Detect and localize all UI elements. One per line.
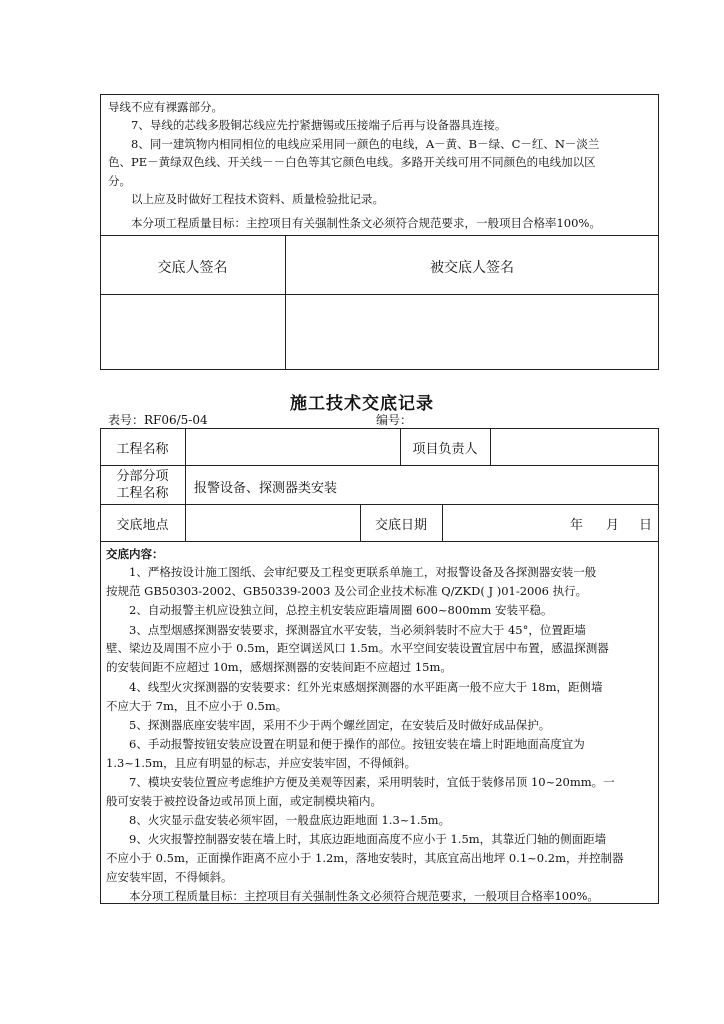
- location-field[interactable]: [186, 514, 359, 534]
- date-year: 年: [570, 518, 584, 533]
- top-line-6: 以上应及时做好工程技术资料、质量检验批记录。: [108, 192, 384, 206]
- date-month: 月: [606, 518, 620, 533]
- content-line: 9、火灾报警控制器安装在墙上时，其底边距地面高度不应小于 1.5m，其靠近门轴的侧面距墙: [106, 832, 607, 846]
- subproject-label: [100, 468, 185, 502]
- project-name-field[interactable]: [186, 438, 399, 458]
- record-title: 施工技术交底记录: [290, 394, 434, 414]
- content-line: 8、火灾显示盘安装必须牢固，一般盘底边距地面 1.3~1.5m。: [106, 813, 451, 827]
- row-divider: [100, 541, 659, 542]
- row-divider: [100, 465, 659, 466]
- content-line: 本分项工程质量目标：主控项目有关强制性条文必须符合规范要求，一般项目合格率100%。: [106, 889, 599, 903]
- content-line: 的安装间距不应超过 10m，感烟探测器的安装间距不应超过 15m。: [106, 660, 452, 674]
- content-heading: 交底内容：: [106, 547, 164, 561]
- content-line: 4、线型火灾探测器的安装要求：红外光束感烟探测器的水平距离一般不应大于 18m，距侧墙: [106, 680, 603, 694]
- top-line-2: 7、导线的芯线多股铜芯线应先拧紧搪锡或压接端子后再与设备器具连接。: [108, 118, 507, 132]
- receiver-signature-label: 被交底人签名: [430, 260, 514, 276]
- top-line-1: 导线不应有裸露部分。: [108, 100, 223, 114]
- content-line: 5、探测器底座安装牢固，采用不少于两个螺丝固定，在安装后及时做好成品保护。: [106, 718, 551, 732]
- top-line-5: 分。: [108, 174, 131, 188]
- form-number: 表号：RF06/5-04: [108, 413, 208, 427]
- discloser-signature-field[interactable]: [101, 295, 284, 369]
- content-line: 壁、梁边及周围不应小于 0.5m，距空调送风口 1.5m。水平空间安装设置宜居中布置，感温探测器: [106, 641, 609, 655]
- subproject-label-line-2: 工程名称: [116, 486, 169, 501]
- subproject-value[interactable]: 报警设备、探测器类安装: [194, 481, 338, 496]
- project-name-label: 工程名称: [116, 442, 169, 457]
- top-line-3: 8、同一建筑物内相同相位的电线应采用同一颜色的电线，A－黄、B－绿、C－红、N－淡兰: [108, 137, 600, 151]
- content-line: 7、模块安装位置应考虑维护方便及美观等因素，采用明装时，宜低于装修吊顶 10~20mm。一: [106, 775, 615, 789]
- column-divider: [442, 504, 443, 541]
- content-line: 不应大于 7m，且不应小于 0.5m。: [106, 699, 288, 713]
- discloser-signature-label: 交底人签名: [157, 260, 228, 276]
- content-line: 不应小于 0.5m，正面操作距离不应小于 1.2m，落地安装时，其底宜高出地坪 0.1~0.2m，并控制器: [106, 851, 624, 865]
- top-line-7: 本分项工程质量目标：主控项目有关强制性条文必须符合规范要求，一般项目合格率100%。: [108, 216, 601, 230]
- location-label: 交底地点: [116, 518, 169, 533]
- receiver-signature-field[interactable]: [286, 295, 658, 369]
- top-line-4: 色、PE－黄绿双色线、开关线－－白色等其它颜色电线。多路开关线可用不同颜色的电线加以区: [108, 155, 596, 169]
- content-line: 般可安装于被控设备边或吊顶上面，或定制模块箱内。: [106, 794, 382, 808]
- subproject-label-line-1: 分部分项: [116, 469, 169, 484]
- content-line: 按规范 GB50303-2002、GB50339-2003 及公司企业技术标准 Q/ZKD( J )01-2006 执行。: [106, 584, 588, 598]
- project-manager-label: 项目负责人: [412, 442, 478, 457]
- content-line: 应安装牢固，不得倾斜。: [106, 870, 233, 884]
- content-line: 2、自动报警主机应设独立间，总控主机安装应距墙周圈 600~800mm 安装平稳。: [106, 603, 553, 617]
- date-label: 交底日期: [374, 518, 427, 533]
- row-divider: [100, 504, 659, 505]
- content-line: 1.3~1.5m，且应有明显的标志，并应安装牢固，不得倾斜。: [106, 756, 417, 770]
- top-divider: [100, 235, 659, 236]
- date-day: 日: [639, 518, 653, 533]
- content-line: 6、手动报警按钮安装应设置在明显和便于操作的部位。按钮安装在墙上时距地面高度宜为: [106, 737, 585, 751]
- content-line: 3、点型烟感探测器安装要求，探测器宜水平安装，当必须斜装时不应大于 45°，位置距墙: [106, 623, 586, 637]
- serial-number-label: 编号：: [376, 413, 413, 427]
- project-manager-field[interactable]: [491, 438, 658, 458]
- content-line: 1、严格按设计施工图纸、会审纪要及工程变更联系单施工，对报警设备及各探测器安装一般: [106, 565, 597, 579]
